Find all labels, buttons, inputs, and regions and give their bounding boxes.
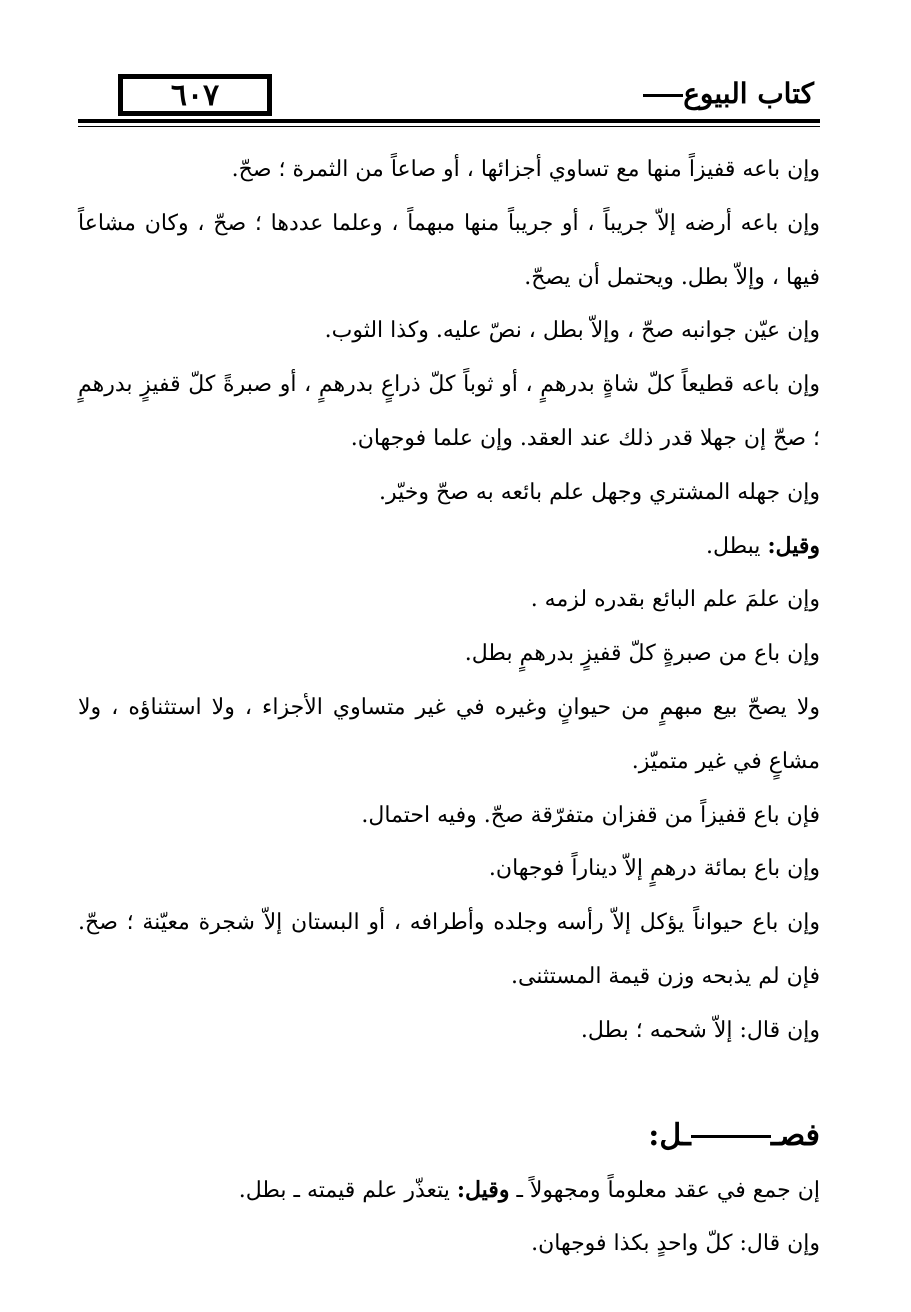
- section-line: وإن قال: كلّ واحدٍ بكذا فوجهان.: [531, 1231, 820, 1256]
- paragraph: وإن باع حيواناً يؤكل إلاّ رأسه وجلده وأطرافه ، أو البستان إلاّ شجرة معيّنة ؛ صحّ. فإن لم يذبحه وزن قيمة المستثنى.: [78, 910, 820, 989]
- paragraph: وإن عيّن جوانبه صحّ ، وإلاّ بطل ، نصّ عليه. وكذا الثوب.: [324, 318, 820, 344]
- page-header: [78, 72, 820, 130]
- paragraph: ولا يصحّ بيع مبهمٍ من حيوانٍ وغيره في غير متساوي الأجزاء ، ولا استثناؤه ، ولا مشاعٍ في غير متميّز.: [78, 694, 820, 774]
- paragraph: فإن باع قفيزاً من قفزان متفرّقة صحّ. وفيه احتمال.: [361, 802, 820, 828]
- paragraph: وإن علمَ علم البائع بقدره لزمه .: [530, 587, 820, 613]
- paragraph: وإن جهله المشتري وجهل علم بائعه به صحّ وخيّر.: [378, 479, 820, 505]
- qila-lead: وقيل:: [767, 532, 820, 559]
- section-line: [78, 1164, 820, 1217]
- heading-kashida: [691, 1135, 771, 1138]
- page-number: ٦٠٧: [170, 77, 220, 113]
- paragraph: وإن باع من صبرةٍ كلّ قفيزٍ بدرهمٍ بطل.: [464, 641, 820, 667]
- section-line1-bold: وقيل:: [456, 1177, 510, 1203]
- running-head-title: كتاب البيوع: [683, 77, 814, 110]
- section-heading-end: ـل:: [648, 1118, 691, 1153]
- paragraph: وإن قال: إلاّ شحمه ؛ بطل.: [580, 1017, 820, 1043]
- paragraph: وإن باعه قطيعاً كلّ شاةٍ بدرهمٍ ، أو ثوباً كلّ ذراعٍ بدرهمٍ ، أو صبرةً كلّ قفيزٍ بدرهمٍ ؛ صحّ إن جهلا قدر ذلك عند العقد. وإن علما فوجهان.: [78, 372, 820, 451]
- header-rule-thin: [78, 126, 820, 127]
- qila-rest: يبطل.: [705, 533, 768, 559]
- paragraph: وإن باعه أرضه إلاّ جريباً ، أو جريباً منها مبهماً ، وعلما عددها ؛ صحّ ، وكان مشاعاً فيها ، وإلاّ بطل. ويحتمل أن يصحّ.: [78, 210, 820, 290]
- running-head-dash: [643, 94, 683, 97]
- section-line1-start: إن جمع في عقد معلوماً ومجهولاً ـ: [509, 1178, 820, 1203]
- body-text: [78, 143, 820, 1058]
- section-heading: [78, 1108, 820, 1164]
- page-number-box: [118, 74, 272, 116]
- section-heading-start: فصـ: [770, 1118, 820, 1153]
- section-fasl: [78, 1108, 820, 1270]
- running-head: [639, 77, 814, 110]
- paragraph-qila: [78, 520, 820, 574]
- section-line1-end: يتعذّر علم قيمته ـ بطل.: [238, 1178, 457, 1203]
- paragraph: وإن باع بمائة درهمٍ إلاّ ديناراً فوجهان.: [488, 856, 820, 882]
- header-rule-thick: [78, 119, 820, 123]
- paragraph: وإن باعه قفيزاً منها مع تساوي أجزائها ، أو صاعاً من الثمرة ؛ صحّ.: [231, 157, 820, 182]
